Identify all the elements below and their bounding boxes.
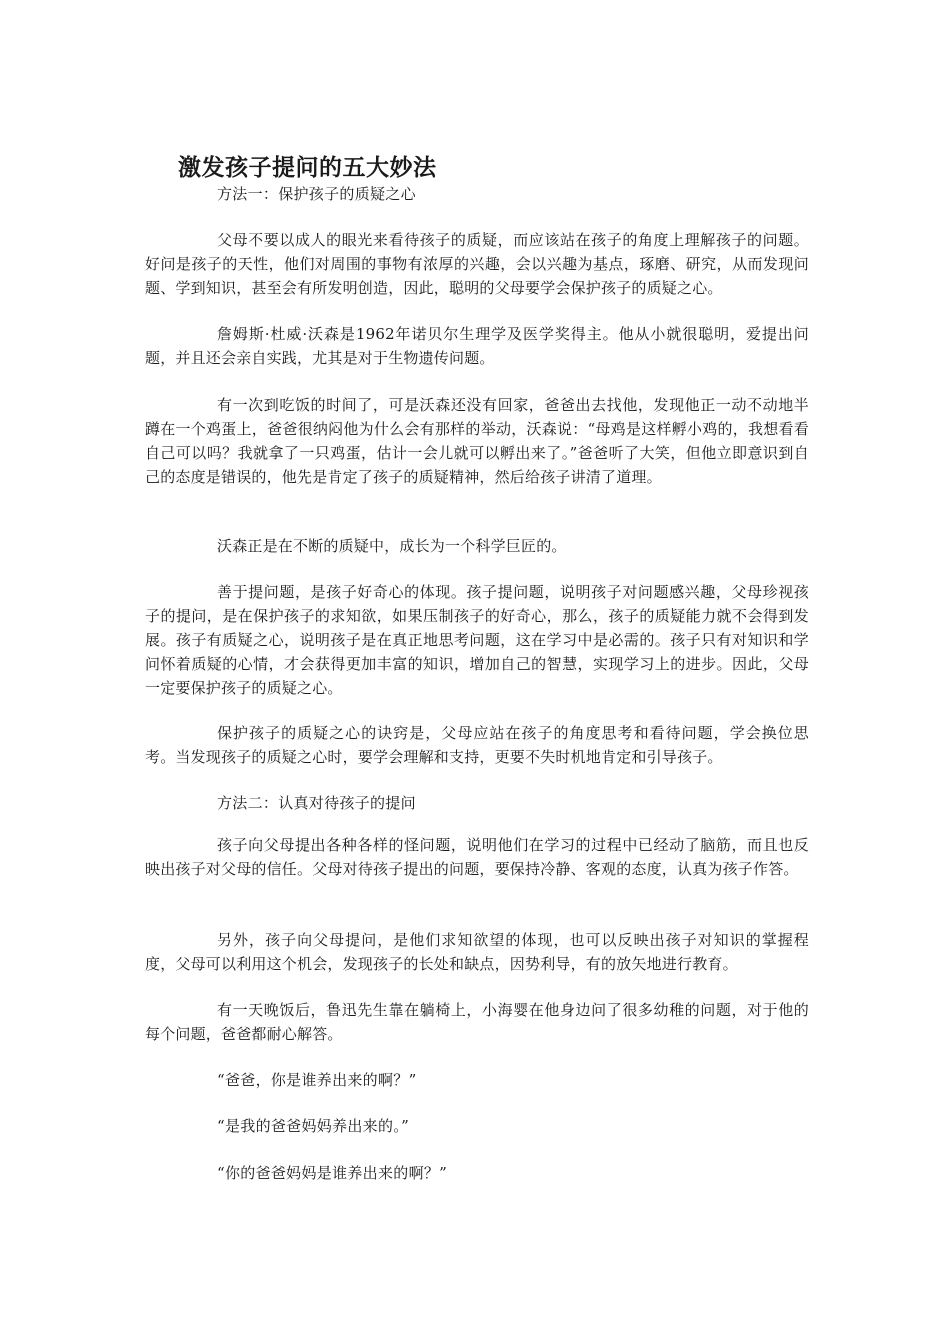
paragraph: 有一次到吃饭的时间了，可是沃森还没有回家，爸爸出去找他，发现他正一动不动地半蹲在一个鸡蛋上，爸爸很纳闷他为什么会有那样的举动，沃森说：“母鸡是这样孵小鸡的，我想看看自己可以吗？我就拿了一只鸡蛋，估计一会儿就可以孵出来了。”爸爸听了大笑，但他立即意识到自己的态度是错误的，他先是肯定了孩子的质疑精神，然后给孩子讲清了道理。 xyxy=(145,396,809,486)
dialogue-line: “爸爸，你是谁养出来的啊？” xyxy=(217,1071,417,1089)
paragraph: 沃森正是在不断的质疑中，成长为一个科学巨匠的。 xyxy=(217,537,567,555)
paragraph: 父母不要以成人的眼光来看待孩子的质疑，而应该站在孩子的角度上理解孩子的问题。好问是孩子的天性，他们对周围的事物有浓厚的兴趣，会以兴趣为基点，琢磨、研究，从而发现问题、学到知识，甚至会有所发明创造，因此，聪明的父母要学会保护孩子的质疑之心。 xyxy=(145,231,809,297)
paragraph: 善于提问题，是孩子好奇心的体现。孩子提问题，说明孩子对问题感兴趣，父母珍视孩子的提问，是在保护孩子的求知欲，如果压制孩子的好奇心，那么，孩子的质疑能力就不会得到发展。孩子有质疑之心，说明孩子是在真正地思考问题，这在学习中是必需的。孩子只有对知识和学问怀着质疑的心情，才会获得更加丰富的知识，增加自己的智慧，实现学习上的进步。因此，父母一定要保护孩子的质疑之心。 xyxy=(145,583,809,697)
paragraph: 孩子向父母提出各种各样的怪问题，说明他们在学习的过程中已经动了脑筋，而且也反映出孩子对父母的信任。父母对待孩子提出的问题，要保持冷静、客观的态度，认真为孩子作答。 xyxy=(145,836,809,878)
dialogue-line: “你的爸爸妈妈是谁养出来的啊？” xyxy=(217,1164,448,1182)
paragraph: 保护孩子的质疑之心的诀窍是，父母应站在孩子的角度思考和看待问题，学会换位思考。当发现孩子的质疑之心时，要学会理解和支持，更要不失时机地肯定和引导孩子。 xyxy=(145,724,809,766)
method-two-heading: 方法二：认真对待孩子的提问 xyxy=(217,794,416,812)
document-title: 激发孩子提问的五大妙法 xyxy=(178,155,437,181)
paragraph: 詹姆斯·杜威·沃森是1962年诺贝尔生理学及医学奖得主。他从小就很聪明，爱提出问题，并且还会亲自实践，尤其是对于生物遗传问题。 xyxy=(145,325,809,367)
dialogue-line: “是我的爸爸妈妈养出来的。” xyxy=(217,1117,410,1135)
paragraph: 有一天晚饭后，鲁迅先生靠在躺椅上，小海婴在他身边问了很多幼稚的问题，对于他的每个问题，爸爸都耐心解答。 xyxy=(145,1001,809,1043)
method-one-heading: 方法一：保护孩子的质疑之心 xyxy=(217,185,416,203)
paragraph: 另外，孩子向父母提问，是他们求知欲望的体现，也可以反映出孩子对知识的掌握程度，父母可以利用这个机会，发现孩子的长处和缺点，因势利导，有的放矢地进行教育。 xyxy=(145,931,809,973)
